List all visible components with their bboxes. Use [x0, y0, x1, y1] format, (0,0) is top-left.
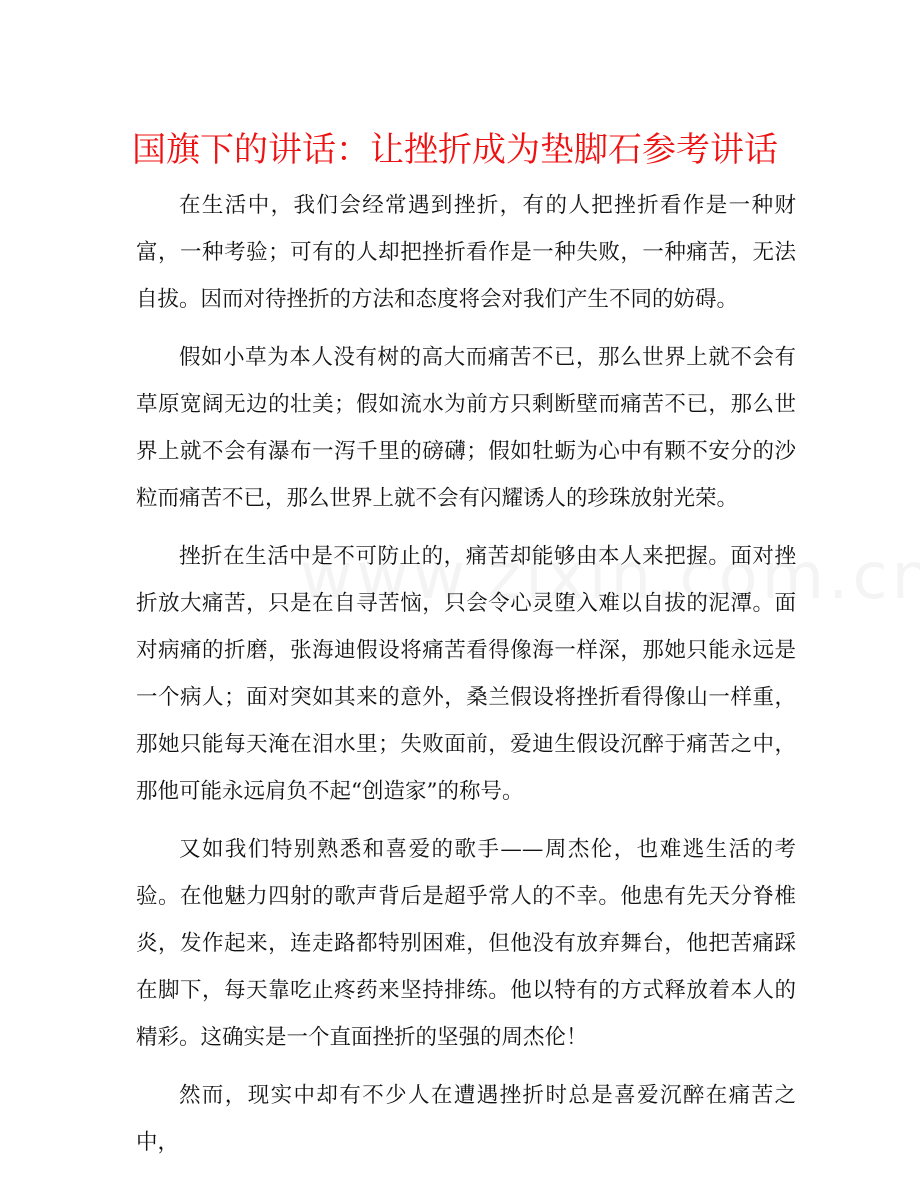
paragraph: 挫折在生活中是不可防止的，痛苦却能够由本人来把握。面对挫折放大痛苦，只是在自寻苦恼，只会令心灵堕入难以自拔的泥潭。面对病痛的折磨，张海迪假设将痛苦看得像海一样深，那她只能永远是一个病人；面对突如其来的意外，桑兰假设将挫折看得像山一样重，那她只能每天淹在泪水里；失败面前，爱迪生假设沉醉于痛苦之中，那他可能永远肩负不起“创造家”的称号。	[136, 544, 796, 804]
paragraph: 又如我们特别熟悉和喜爱的歌手——周杰伦，也难逃生活的考验。在他魅力四射的歌声背后是超乎常人的不幸。他患有先天分脊椎炎，发作起来，连走路都特别困难，但他没有放弃舞台，他把苦痛踩在脚下，每天靠吃止疼药来坚持排练。他以特有的方式释放着本人的精彩。这确实是一个直面挫折的坚强的周杰伦！	[136, 837, 796, 1050]
document-title: 国旗下的讲话：让挫折成为垫脚石参考讲话	[132, 130, 778, 170]
document-body	[136, 182, 796, 1177]
paragraph: 假如小草为本人没有树的高大而痛苦不已，那么世界上就不会有草原宽阔无边的壮美；假如流水为前方只剩断壁而痛苦不已，那么世界上就不会有瀑布一泻千里的磅礴；假如牡蛎为心中有颗不安分的沙粒而痛苦不已，那么世界上就不会有闪耀诱人的珍珠放射光荣。	[136, 345, 796, 511]
paragraph: 然而，现实中却有不少人在遭遇挫折时总是喜爱沉醉在痛苦之中，	[136, 1083, 796, 1155]
paragraph: 在生活中，我们会经常遇到挫折，有的人把挫折看作是一种财富，一种考验；可有的人却把挫折看作是一种失败，一种痛苦，无法自拔。因而对待挫折的方法和态度将会对我们产生不同的妨碍。	[136, 193, 796, 312]
